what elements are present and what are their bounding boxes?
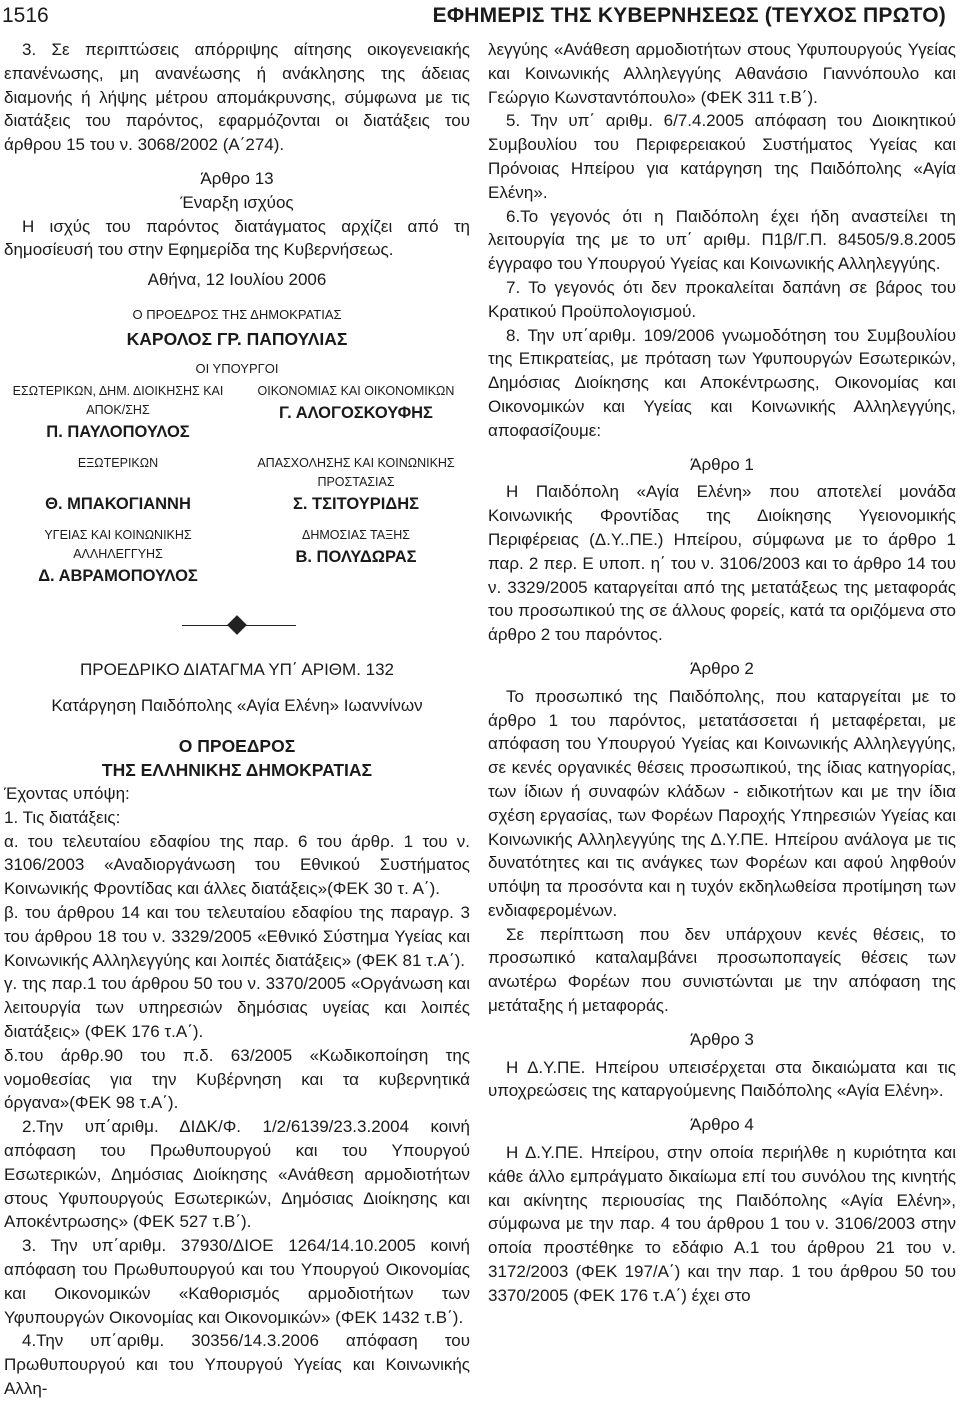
preamble-item: γ. της παρ.1 του άρθρου 50 του ν. 3370/2005 «Οργάνωση και λειτουργία των υπηρεσιών δημόσιας υγείας και λοιπές διατάξεις» (ΦΕΚ 176 τ.Α΄). — [4, 974, 470, 1041]
minister-name: Δ. ΑΒΡΑΜΟΠΟΥΛΟΣ — [38, 566, 198, 585]
preamble-item: 8. Την υπ΄αριθμ. 109/2006 γνωμοδότηση του Συμβουλίου της Επικρατείας, με πρόταση των Υφυπουργών Εσωτερικών, Δημόσιας Διοίκησης και Αποκέντρωσης, Οικονομίας και Οικονομικών και Υγείας και Κοινωνικής Αλληλεγγύης, αποφασίζουμε: — [488, 325, 956, 440]
minister-name: Σ. ΤΣΙΤΟΥΡΙΔΗΣ — [292, 494, 420, 513]
preamble-item: 6.Το γεγονός ότι η Παιδόπολη έχει ήδη αναστείλει τη λειτουργία της με το υπ΄ αριθμ. Π1β/Γ.Π. 84505/9.8.2005 έγγραφο του Υπουργού Υγείας και Κοινωνικής Αλληλεγγύης. — [488, 206, 956, 274]
minister-title: ΑΠΑΣΧΟΛΗΣΗΣ ΚΑΙ ΚΟΙΝΩΝΙΚΗΣ ΠΡΟΣΤΑΣΙΑΣ — [257, 455, 455, 489]
minister-signature — [4, 454, 232, 526]
preamble-item: α. του τελευταίου εδαφίου της παρ. 6 του άρθρ. 1 του ν. 3106/2003 «Αναδιοργάνωση του Εθνικού Συστήματος Κοινωνικής Φροντίδας και άλλες διατάξεις»(ΦΕΚ 30 τ. Α΄). — [4, 831, 470, 899]
president-heading: Ο ΠΡΟΕΔΡΟΣ — [178, 735, 296, 756]
preamble-item: 2.Την υπ΄αριθμ. ΔΙΔΚ/Φ. 1/2/6139/23.3.2004 κοινή απόφαση του Πρωθυπουργού και του Υπουργού Εσωτερικών, Δημόσιας Διοίκησης «Ανάθεση αρμοδιοτήτων στους Υφυπουργούς Εσωτερικών, Δημόσιας Διοίκησης και Αποκέντρωσης» (ΦΕΚ 527 τ.Β΄). — [4, 1117, 470, 1232]
page-header — [0, 2, 960, 32]
preamble-item: 7. Το γεγονός ότι δεν προκαλείται δαπάνη σε βάρος του Κρατικού Προϋπολογισμού. — [488, 277, 956, 321]
decree-number: ΠΡΟΕΔΡΙΚΟ ΔΙΑΤΑΓΜΑ ΥΠ΄ ΑΡΙΘΜ. 132 — [79, 659, 395, 679]
minister-signature — [4, 382, 232, 454]
ministers-signatures — [4, 382, 470, 598]
article-2-text-2: Σε περίπτωση που δεν υπάρχουν κενές θέσεις, το προσωπικό καταλαμβάνει προσωποπαγείς θέσεις των ανωτέρω Φορέων που συνιστώνται με την απόφαση της μετάταξης ή μεταφοράς. — [488, 924, 956, 1016]
article-2-heading: Άρθρο 2 — [690, 658, 754, 678]
preamble-item: 3. Την υπ΄αριθμ. 37930/ΔΙΟΕ 1264/14.10.2005 κοινή απόφαση του Πρωθυπουργού και του Υπουργού Οικονομίας και Οικονομικών «Καθορισμός αρμοδιοτήτων των Υφυπουργών Οικονομίας και Οικονομικών» (ΦΕΚ 1432 τ.Β΄). — [4, 1236, 470, 1327]
paragraph: 3. Σε περιπτώσεις απόρριψης αίτησης οικογενειακής επανένωσης, μη ανανέωσης ή ανάκλησης της άδειας διαμονής ή λήψης μέτρου απομάκρυνσης, σύμφωνα με τις διατάξεις του παρόντος, εφαρμόζονται οι διατάξεις του άρθρου 15 του ν. 3068/2002 (Α΄274). — [4, 40, 470, 155]
preamble-item: 4.Την υπ΄αριθμ. 30356/14.3.2006 απόφαση του Πρωθυπουργού και του Υπουργού Υγείας και Κοινωνικής Αλλη- — [4, 1331, 470, 1398]
preamble-item: 5. Την υπ΄ αριθμ. 6/7.4.2005 απόφαση του Διοικητικού Συμβουλίου του Περιφερειακού Συστήματος Υγείας και Πρόνοιας Ηπείρου για κατάργηση της Παιδόπολης «Αγία Ελένη». — [488, 111, 956, 202]
article-1-text: Η Παιδόπολη «Αγία Ελένη» που αποτελεί μονάδα Κοινωνικής Φροντίδας της Διοίκησης Υγειονομικής Περιφέρειας (Δ.Υ..ΠΕ.) Ηπείρου, σύμφωνα με το άρθρο 1 παρ. 2 περ. Ε υποπ. η΄ του ν. 3106/2003 και το άρθρο 14 του ν. 3329/2005 καταργείται από της μετατάξεως της μεταφοράς του προσωπικού της σε άλλους φορείς, κατά τα οριζόμενα στο άρθρο 2 του παρόντος. — [488, 482, 956, 645]
minister-title: ΕΣΩΤΕΡΙΚΩΝ, ΔΗΜ. ΔΙΟΙΚΗΣΗΣ ΚΑΙ ΑΠΟΚ/ΣΗΣ — [12, 383, 224, 417]
president-heading-2: ΤΗΣ ΕΛΛΗΝΙΚΗΣ ΔΗΜΟΚΡΑΤΙΑΣ — [101, 759, 373, 780]
minister-signature — [242, 454, 470, 526]
gazette-title: ΕΦΗΜΕΡΙΣ ΤΗΣ ΚΥΒΕΡΝΗΣΕΩΣ (ΤΕΥΧΟΣ ΠΡΩΤΟ) — [432, 4, 946, 27]
minister-title: ΔΗΜΟΣΙΑΣ ΤΑΞΗΣ — [302, 527, 410, 542]
left-column — [4, 38, 470, 1401]
ministers-label: ΟΙ ΥΠΟΥΡΓΟΙ — [195, 360, 279, 376]
minister-signature — [4, 526, 232, 598]
minister-title: ΟΙΚΟΝΟΜΙΑΣ ΚΑΙ ΟΙΚΟΝΟΜΙΚΩΝ — [257, 383, 455, 398]
article-3-text: Η Δ.Υ.ΠΕ. Ηπείρου υπεισέρχεται στα δικαιώματα και τις υποχρεώσεις της καταργούμενης Παιδόπολης «Αγία Ελένη». — [488, 1057, 956, 1101]
page-number: 1516 — [2, 4, 49, 27]
article-13-heading: Άρθρο 13 — [200, 168, 274, 188]
section-divider-ornament — [4, 606, 470, 642]
preamble-item: β. του άρθρου 14 και του τελευταίου εδαφίου της παραγρ. 3 του άρθρου 18 του ν. 3329/2005 «Εθνικό Σύστημα Υγείας και Κοινωνικής Αλληλεγγύης και λοιπές διατάξεις» (ΦΕΚ 81 τ.Α΄). — [4, 902, 470, 970]
minister-name: Π. ΠΑΥΛΟΠΟΥΛΟΣ — [46, 422, 190, 441]
president-title: Ο ΠΡΟΕΔΡΟΣ ΤΗΣ ΔΗΜΟΚΡΑΤΙΑΣ — [132, 306, 342, 322]
article-3-heading: Άρθρο 3 — [690, 1029, 754, 1049]
minister-signature — [242, 526, 470, 598]
article-4-text: Η Δ.Υ.ΠΕ. Ηπείρου, στην οποία περιήλθε η κυριότητα και κάθε άλλο εμπράγματο δικαίωμα επί του συνόλου της κινητής και ακίνητης περιουσίας της Παιδόπολης «Αγία Ελένη», σύμφωνα με την παρ. 4 του άρθρου 1 του ν. 3106/2003 στην οποία προστέθηκε το εδάφιο Α.1 του άρθρου 21 του ν. 3172/2003 (ΦΕΚ 197/Α΄) και την παρ. 1 του άρθρου 50 του 3370/2005 (ΦΕΚ 176 τ.Α΄) έχει στο — [488, 1143, 956, 1305]
president-name: ΚΑΡΟΛΟΣ ΓΡ. ΠΑΠΟΥΛΙΑΣ — [126, 328, 348, 349]
right-column — [488, 38, 956, 1308]
preamble-item: δ.του άρθρ.90 του π.δ. 63/2005 «Κωδικοποίηση της νομοθεσίας για την Κυβέρνηση και τα κυβερνητικά όργανα»(ΦΕΚ 98 τ.Α΄). — [4, 1045, 470, 1113]
minister-name: Β. ΠΟΛΥΔΩΡΑΣ — [295, 547, 417, 566]
minister-title: ΕΞΩΤΕΡΙΚΩΝ — [77, 455, 159, 470]
date-place: Αθήνα, 12 Ιουλίου 2006 — [147, 270, 327, 290]
article-13-text: Η ισχύς του παρόντος διατάγματος αρχίζει από τη δημοσίευσή του στην Εφημερίδα της Κυβερνήσεως. — [4, 216, 470, 260]
article-4-heading: Άρθρο 4 — [690, 1115, 754, 1135]
article-1-heading: Άρθρο 1 — [690, 454, 754, 474]
preamble-item: 1. Τις διατάξεις: — [4, 807, 121, 827]
article-2-text: Το προσωπικό της Παιδόπολης, που καταργείται με το άρθρο 1 του παρόντος, μετατάσσεται ή μεταφέρεται, με απόφαση του Υπουργού Υγείας και Κοινωνικής Αλληλεγγύης, σε κενές οργανικές θέσεις προσωπικού, της ίδιας κατηγορίας, των ίδιων ή συναφών κλάδων - ειδικοτήτων και με την ίδια σχέση εργασίας, των Φορέων Παροχής Υπηρεσιών Υγείας και Κοινωνικής Αλληλεγγύης της Δ.Υ.ΠΕ. Ηπείρου ανάλογα με τις δυνατότητες και τις ανάγκες των Φορέων και αφού ληφθούν υπόψη τα προσόντα και η τυχόν εκδηλωθείσα προτίμηση των ενδιαφερομένων. — [488, 686, 956, 920]
minister-name: Θ. ΜΠΑΚΟΓΙΑΝΝΗ — [45, 494, 191, 513]
article-13-title: Έναρξη ισχύος — [180, 192, 294, 212]
minister-name: Γ. ΑΛΟΓΟΣΚΟΥΦΗΣ — [279, 403, 433, 422]
preamble-intro: Έχοντας υπόψη: — [4, 783, 130, 803]
minister-signature — [242, 382, 470, 454]
minister-title: ΥΓΕΙΑΣ ΚΑΙ ΚΟΙΝΩΝΙΚΗΣ ΑΛΛΗΛΕΓΓΥΗΣ — [44, 527, 192, 561]
decree-subject: Κατάργηση Παιδόπολης «Αγία Ελένη» Ιωαννίνων — [51, 695, 423, 715]
diamond-icon — [227, 615, 247, 635]
paragraph: λεγγύης «Ανάθεση αρμοδιοτήτων στους Υφυπουργούς Υγείας και Κοινωνικής Αλληλεγγύης Αθανάσιο Γιαννόπουλο και Γεώργιο Κωνσταντόπουλο» (ΦΕΚ 311 τ.Β΄). — [488, 40, 956, 107]
